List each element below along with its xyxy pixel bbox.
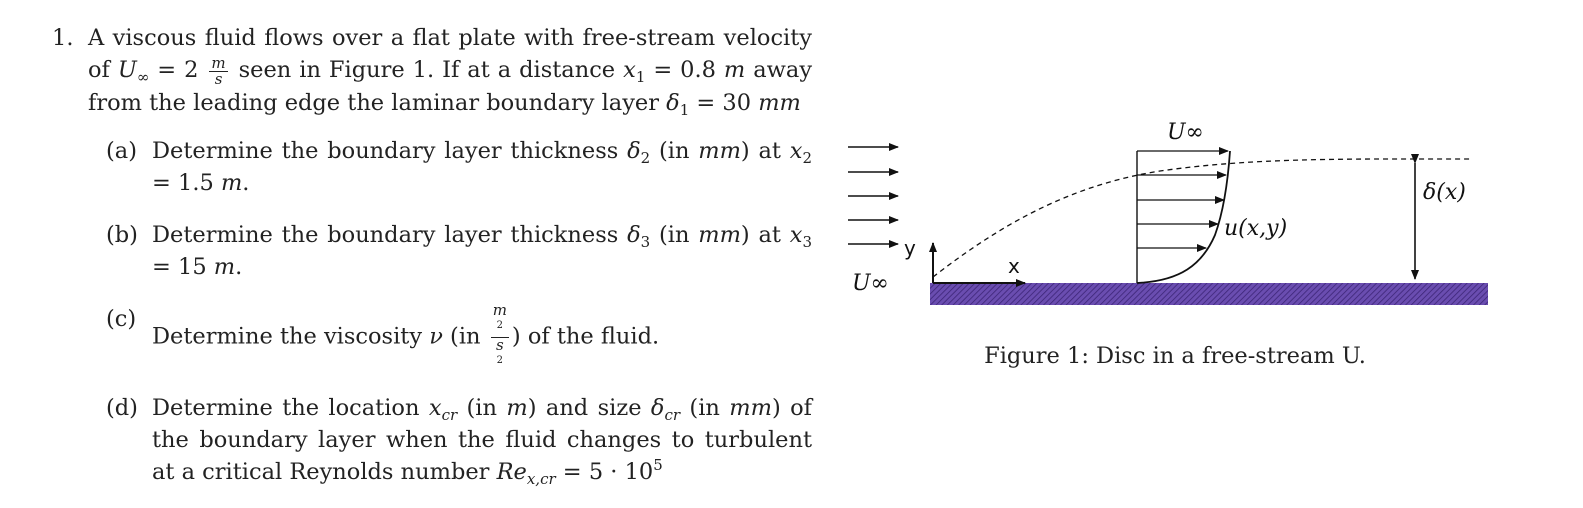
part-b: (b) Determine the boundary layer thickness $\delta_3$ (in mm) at $x_3 = 15$ m. bbox=[106, 219, 812, 283]
part-c: (c) Determine the viscosity ν (in m $^2$ s $^2$ ) of the fluid. bbox=[106, 303, 812, 372]
u-inf-top-label: U∞ bbox=[1167, 120, 1204, 145]
u-inf-left-label: U∞ bbox=[852, 271, 889, 296]
part-d: (d) Determine the location $x_{cr}$ (in m) and size $\delta_{cr}$ (in mm) of the boundary layer when the fluid changes to turbulent at a critical Reynolds number $Re_{x,cr} = 5 \cdot 10^5$ bbox=[106, 392, 812, 488]
part-label: (c) bbox=[106, 305, 137, 332]
u-inf-symbol: $U_\infty$ bbox=[117, 57, 150, 86]
part-label: (d) bbox=[106, 394, 138, 421]
viscosity-unit: m $^2$ s $^2$ bbox=[492, 300, 507, 366]
delta1-symbol: $\delta_1$ bbox=[666, 89, 690, 119]
thickness-label: δ(x) bbox=[1423, 180, 1466, 205]
boundary-layer-figure bbox=[830, 105, 1530, 325]
velocity-profile-label: u(x,y) bbox=[1224, 216, 1288, 241]
problem-stem: A viscous fluid flows over a flat plate with free-stream velocity of $U_\infty = 2$ $\frac{m}{s}$ seen in Figure 1. If at a distance $x_1 = 0.8$ m away from the leading edge the laminar boundary layer $\delta_1 = 30$ mm bbox=[88, 25, 813, 119]
x-axis-label: x bbox=[1008, 254, 1020, 278]
part-label: (b) bbox=[106, 221, 138, 248]
problem-parts bbox=[106, 135, 812, 488]
problem-number: 1. bbox=[52, 25, 74, 51]
x1-symbol: $x_1$ bbox=[623, 57, 646, 86]
part-a: (a) Determine the boundary layer thickness $\delta_2$ (in mm) at $x_2 = 1.5$ m. bbox=[106, 135, 812, 199]
problem-1 bbox=[52, 22, 812, 508]
velocity-unit: $\frac{m}{s}$ bbox=[211, 53, 226, 88]
y-axis-label: y bbox=[904, 236, 916, 260]
boundary-layer-diagram bbox=[830, 105, 1530, 325]
figure-caption: Figure 1: Disc in a free-stream U. bbox=[984, 343, 1366, 369]
part-label: (a) bbox=[106, 137, 137, 164]
velocity-profile-curve bbox=[1137, 151, 1230, 283]
free-stream-arrows bbox=[848, 147, 898, 244]
flat-plate bbox=[930, 283, 1488, 305]
